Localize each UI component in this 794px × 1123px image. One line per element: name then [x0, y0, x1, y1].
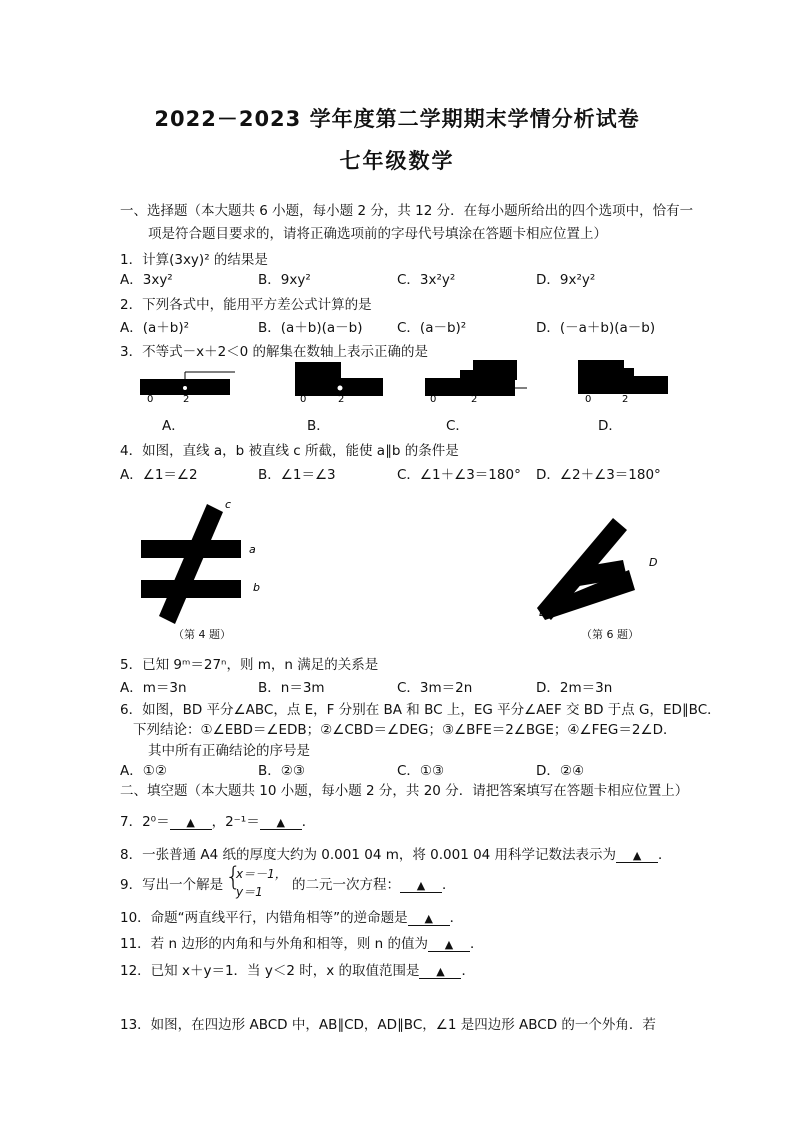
q12-blank: ▲ — [419, 965, 461, 979]
q7-text-1: 7．2⁰＝ — [120, 814, 170, 830]
q5-option-d: D．2m＝3n — [536, 680, 613, 696]
q2-stem: 2．下列各式中，能用平方差公式计算的是 — [120, 297, 372, 313]
figure-q6 — [535, 512, 675, 622]
q3-tick-2d: 2 — [622, 394, 629, 405]
q3-tick-2b: 2 — [338, 394, 345, 405]
q11-text-1: 11．若 n 边形的内角和与外角和相等，则 n 的值为 — [120, 936, 428, 952]
section1-heading-cont: 项是符合题目要求的，请将正确选项前的字母代号填涂在答题卡相应位置上） — [148, 226, 607, 242]
q3-tick-0b: 0 — [300, 394, 307, 405]
q3-figure-b — [295, 362, 383, 405]
figure-q4-caption: （第 4 题） — [173, 628, 231, 641]
q9-eq-2: y＝1 — [236, 885, 263, 899]
q11 — [120, 932, 483, 952]
q4-option-c: C．∠1＋∠3＝180° — [397, 467, 521, 483]
q9-tail — [292, 873, 456, 893]
q7 — [120, 810, 315, 830]
q1-option-d: D．9x²y² — [536, 272, 596, 288]
label-d: D — [649, 556, 658, 569]
q6-stem-3: 其中所有正确结论的序号是 — [148, 743, 310, 759]
q5-option-b: B．n＝3m — [258, 680, 325, 696]
section1-heading: 一、选择题（本大题共 6 小题，每小题 2 分，共 12 分．在每小题所给出的四个选项中，恰有一 — [120, 203, 694, 219]
q11-blank: ▲ — [428, 938, 470, 952]
q3-tick-0d: 0 — [585, 394, 592, 405]
q12-text-1: 12．已知 x＋y＝1．当 y＜2 时，x 的取值范围是 — [120, 963, 420, 979]
q9-text-1: 9．写出一个解是 — [120, 877, 224, 893]
q11-text-2: ． — [469, 936, 484, 952]
q10-text-2: ． — [449, 910, 464, 926]
q4-stem: 4．如图，直线 a，b 被直线 c 所截，能使 a∥b 的条件是 — [120, 443, 459, 459]
q4-option-a: A．∠1＝∠2 — [120, 467, 198, 483]
q12-text-2: ． — [461, 963, 475, 979]
q10-blank: ▲ — [408, 912, 450, 926]
figure-q4 — [135, 492, 285, 632]
q9-text-2: 的二元一次方程： — [292, 877, 400, 893]
q3-tick-0: 0 — [147, 394, 154, 405]
q3-tick-0c: 0 — [430, 394, 437, 405]
figure-q6-caption: （第 6 题） — [581, 628, 639, 641]
section2-heading: 二、填空题（本大题共 10 小题，每小题 2 分，共 20 分．请把答案填写在答题卡相应位置上） — [120, 783, 689, 799]
q9-text-3: ． — [442, 877, 456, 893]
q3-figure-a — [140, 372, 235, 405]
q3-tick-2: 2 — [183, 394, 190, 405]
q8-blank: ▲ — [616, 849, 658, 863]
q2-option-c: C．(a－b)² — [397, 320, 467, 336]
q3-number-lines — [135, 360, 695, 406]
q7-text-3: ． — [301, 814, 316, 830]
q3-option-b: B． — [307, 418, 330, 434]
q8-text-2: ． — [658, 847, 672, 863]
q6-option-a: A．①② — [120, 763, 167, 779]
label-b: b — [253, 581, 260, 594]
q9-eq-1: x＝－1， — [236, 867, 287, 881]
q6-stem-1: 6．如图，BD 平分∠ABC，点 E，F 分别在 BA 和 BC 上，EG 平分∠AEF 交 BD 于点 G，ED∥BC． — [120, 702, 721, 718]
q6-option-b: B．②③ — [258, 763, 305, 779]
q3-figure-d — [578, 360, 668, 405]
q3-option-c: C． — [446, 418, 469, 434]
q3-tick-2c: 2 — [471, 394, 478, 405]
q5-option-c: C．3m＝2n — [397, 680, 473, 696]
q5-option-a: A．m＝3n — [120, 680, 187, 696]
q3-option-d: D． — [598, 418, 622, 434]
q6-stem-2: 下列结论：①∠EBD＝∠EDB；②∠CBD＝∠DEG；③∠BFE＝2∠BGE；④∠FEG＝2∠D． — [133, 722, 677, 738]
q1-stem: 1．计算(3xy)² 的结果是 — [120, 252, 268, 268]
q5-stem: 5．已知 9ᵐ＝27ⁿ，则 m，n 满足的关系是 — [120, 657, 379, 673]
q2-option-d: D．(－a＋b)(a－b) — [536, 320, 656, 336]
q12 — [120, 959, 475, 979]
q6-option-d: D．②④ — [536, 763, 585, 779]
q10 — [120, 906, 463, 926]
label-c: c — [225, 498, 232, 511]
q4-option-d: D．∠2＋∠3＝180° — [536, 467, 661, 483]
q1-option-a: A．3xy² — [120, 272, 173, 288]
q6-option-c: C．①③ — [397, 763, 445, 779]
q10-text-1: 10．命题“两直线平行，内错角相等”的逆命题是 — [120, 910, 408, 926]
q1-option-c: C．3x²y² — [397, 272, 456, 288]
q7-blank-2: ▲ — [260, 816, 302, 830]
q4-option-b: B．∠1＝∠3 — [258, 467, 336, 483]
q9 — [120, 873, 223, 893]
q7-blank-1: ▲ — [170, 816, 212, 830]
q3-stem: 3．不等式－x＋2＜0 的解集在数轴上表示正确的是 — [120, 344, 429, 360]
q3-figure-c — [425, 360, 527, 405]
q1-option-b: B．9xy² — [258, 272, 311, 288]
page-title: 2022－2023 学年度第二学期期末学情分析试卷 — [154, 107, 640, 131]
q8 — [120, 843, 672, 863]
label-b-point: B — [539, 606, 547, 619]
q8-text-1: 8．一张普通 A4 纸的厚度大约为 0.001 04 m，将 0.001 04 用科学记数法表示为 — [120, 847, 617, 863]
page-subtitle: 七年级数学 — [339, 149, 455, 173]
q2-option-a: A．(a＋b)² — [120, 320, 190, 336]
q3-option-a: A． — [162, 418, 185, 434]
q9-blank: ▲ — [400, 879, 442, 893]
q13: 13．如图，在四边形 ABCD 中，AB∥CD，AD∥BC，∠1 是四边形 ABCD 的一个外角．若 — [120, 1017, 656, 1033]
q2-option-b: B．(a＋b)(a－b) — [258, 320, 363, 336]
q9-brace: { — [225, 862, 242, 892]
label-a: a — [249, 543, 256, 556]
q7-text-2: ，2⁻¹＝ — [211, 814, 260, 830]
